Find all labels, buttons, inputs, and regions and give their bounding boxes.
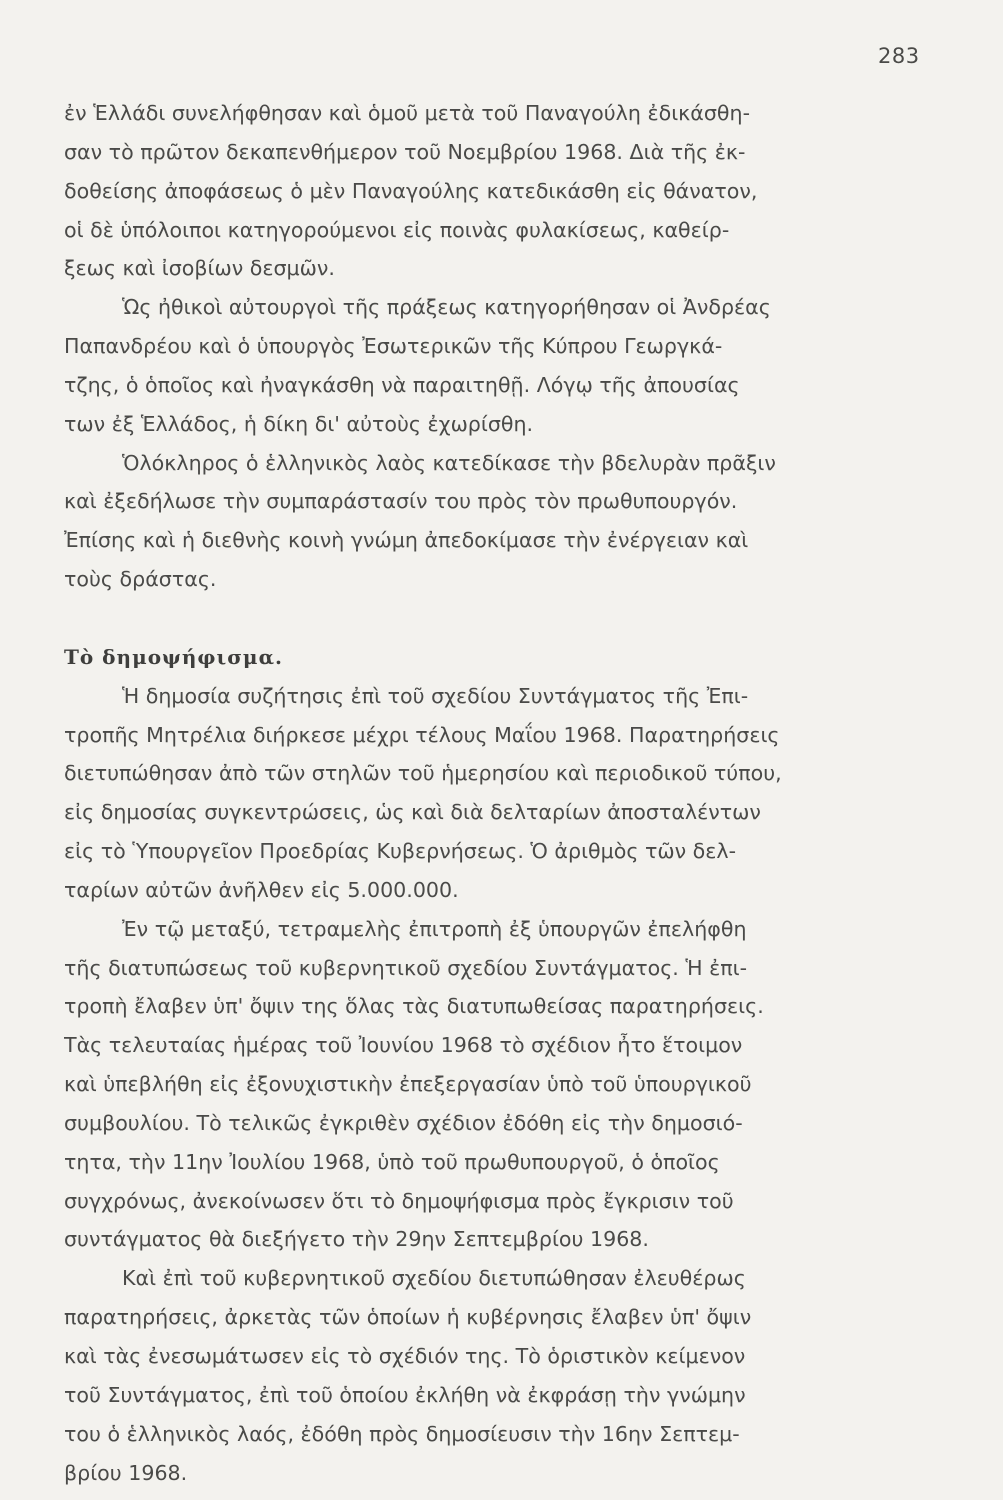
text-line: καὶ ἐξεδήλωσε τὴν συμπαράστασίν του πρὸς τὸν πρωθυπουργόν.: [64, 489, 738, 514]
text-line: του ὁ ἑλληνικὸς λαός, ἐδόθη πρὸς δημοσίευσιν τὴν 16ην Σεπτεμ-: [64, 1421, 740, 1446]
text-line: [64, 599, 940, 638]
body-text: [64, 94, 940, 1492]
text-line: Ἐν τῷ μεταξύ, τετραμελὴς ἐπιτροπὴ ἐξ ὑπουργῶν ἐπελήφθη: [122, 916, 747, 941]
text-line: Τὰς τελευταίας ἡμέρας τοῦ Ἰουνίου 1968 τὸ σχέδιον ἦτο ἕτοιμον: [64, 1033, 743, 1058]
section-heading: Τὸ δημοψήφισμα.: [64, 644, 283, 669]
text-line: Καὶ ἐπὶ τοῦ κυβερνητικοῦ σχεδίου διετυπώθησαν ἐλευθέρως: [122, 1266, 746, 1291]
text-line: βρίου 1968.: [64, 1460, 188, 1485]
text-line: των ἐξ Ἑλλάδος, ἡ δίκη δι' αὐτοὺς ἐχωρίσθη.: [64, 411, 534, 436]
text-line: τητα, τὴν 11ην Ἰουλίου 1968, ὑπὸ τοῦ πρωθυπουργοῦ, ὁ ὁποῖος: [64, 1149, 720, 1174]
text-line: σαν τὸ πρῶτον δεκαπενθήμερον τοῦ Νοεμβρίου 1968. Διὰ τῆς ἐκ-: [64, 139, 746, 164]
text-line: συγχρόνως, ἀνεκοίνωσεν ὅτι τὸ δημοψήφισμα πρὸς ἔγκρισιν τοῦ: [64, 1188, 734, 1213]
text-line: Ὡς ἠθικοὶ αὐτουργοὶ τῆς πράξεως κατηγορήθησαν οἱ Ἀνδρέας: [122, 295, 771, 320]
text-line: παρατηρήσεις, ἀρκετὰς τῶν ὁποίων ἡ κυβέρνησις ἔλαβεν ὑπ' ὄψιν: [64, 1305, 752, 1330]
text-line: οἱ δὲ ὑπόλοιποι κατηγορούμενοι εἰς ποινὰς φυλακίσεως, καθείρ-: [64, 217, 730, 242]
page-number: 283: [878, 44, 920, 68]
text-line: τοὺς δράστας.: [64, 567, 217, 592]
text-line: Ἐπίσης καὶ ἡ διεθνὴς κοινὴ γνώμη ἀπεδοκίμασε τὴν ἐνέργειαν καὶ: [64, 528, 749, 553]
text-line: Ὁλόκληρος ὁ ἑλληνικὸς λαὸς κατεδίκασε τὴν βδελυρὰν πρᾶξιν: [122, 450, 776, 475]
text-line: ξεως καὶ ἰσοβίων δεσμῶν.: [64, 256, 335, 281]
text-line: καὶ ὑπεβλήθη εἰς ἐξονυχιστικὴν ἐπεξεργασίαν ὑπὸ τοῦ ὑπουργικοῦ: [64, 1072, 752, 1097]
text-line: τζης, ὁ ὁποῖος καὶ ἠναγκάσθη νὰ παραιτηθῇ. Λόγῳ τῆς ἀπουσίας: [64, 372, 740, 397]
text-line: καὶ τὰς ἐνεσωμάτωσεν εἰς τὸ σχέδιόν της. Τὸ ὁριστικὸν κείμενον: [64, 1344, 746, 1368]
text-line: τροπῆς Μητρέλια διήρκεσε μέχρι τέλους Μαΐου 1968. Παρατηρήσεις: [64, 722, 780, 747]
text-line: τῆς διατυπώσεως τοῦ κυβερνητικοῦ σχεδίου Συντάγματος. Ἡ ἐπι-: [64, 955, 748, 980]
text-line: διετυπώθησαν ἀπὸ τῶν στηλῶν τοῦ ἡμερησίου καὶ περιοδικοῦ τύπου,: [64, 761, 782, 786]
text-line: ἐν Ἑλλάδι συνελήφθησαν καὶ ὁμοῦ μετὰ τοῦ Παναγούλη ἐδικάσθη-: [64, 101, 751, 125]
text-line: τοῦ Συντάγματος, ἐπὶ τοῦ ὁποίου ἐκλήθη νὰ ἐκφράσῃ τὴν γνώμην: [64, 1382, 746, 1407]
text-line: Παπανδρέου καὶ ὁ ὑπουργὸς Ἐσωτερικῶν τῆς Κύπρου Γεωργκά-: [64, 334, 723, 359]
text-line: δοθείσης ἀποφάσεως ὁ μὲν Παναγούλης κατεδικάσθη εἰς θάνατον,: [64, 178, 758, 203]
text-line: συμβουλίου. Τὸ τελικῶς ἐγκριθὲν σχέδιον ἐδόθη εἰς τὴν δημοσιό-: [64, 1110, 743, 1135]
text-line: Ἡ δημοσία συζήτησις ἐπὶ τοῦ σχεδίου Συντάγματος τῆς Ἐπι-: [122, 683, 749, 708]
text-line: εἰς τὸ Ὑπουργεῖον Προεδρίας Κυβερνήσεως. Ὁ ἀριθμὸς τῶν δελ-: [64, 839, 737, 864]
text-line: εἰς δημοσίας συγκεντρώσεις, ὡς καὶ διὰ δελταρίων ἀποσταλέντων: [64, 800, 761, 825]
text-line: τροπὴ ἔλαβεν ὑπ' ὄψιν της ὅλας τὰς διατυπωθείσας παρατηρήσεις.: [64, 994, 764, 1019]
text-line: ταρίων αὐτῶν ἀνῆλθεν εἰς 5.000.000.: [64, 877, 459, 902]
text-line: συντάγματος θὰ διεξήγετο τὴν 29ην Σεπτεμβρίου 1968.: [64, 1227, 649, 1252]
